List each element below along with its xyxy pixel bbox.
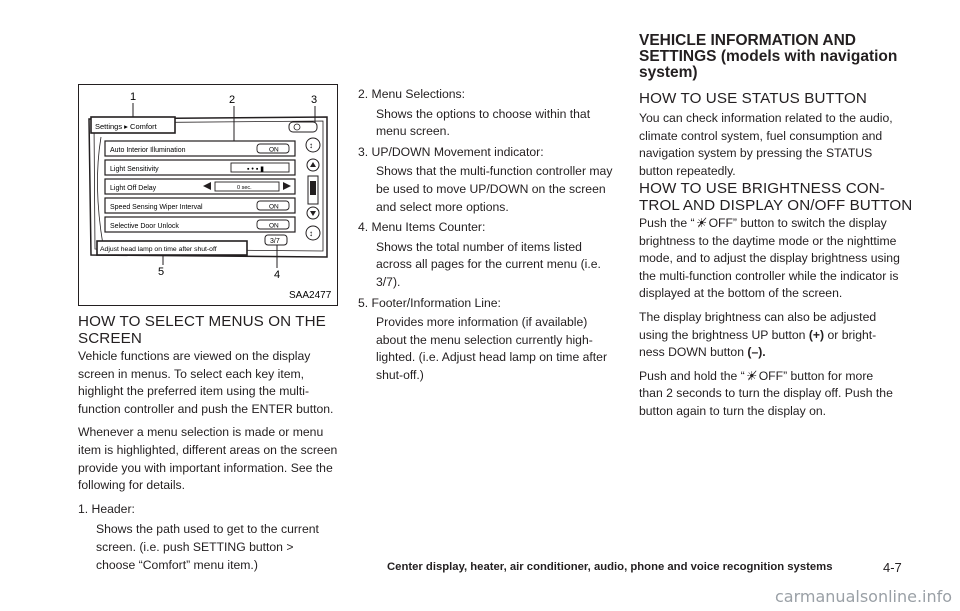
menu-item-value: 0 sec.: [237, 185, 252, 191]
list-item-desc: Shows that the multi-function controller may be used to move UP/DOWN on the screen and select more options.: [376, 164, 613, 214]
status-paragraph: You can check information related to the audio, climate control system, fuel consumption and navigation system by pressing the STATUS button repeatedly.: [639, 111, 893, 178]
list-item-desc: Provides more information (if available) about the menu selection currently high- lighted. (i.e. Adjust head lamp on time after shut-off.): [376, 315, 608, 382]
select-menus-heading: HOW TO SELECT MENUS ON THE SCREEN: [78, 313, 326, 347]
list-item-desc: Shows the total number of items listed across all pages for the current menu (i.e. 3/7).: [376, 239, 601, 289]
list-item-title: 2. Menu Selections:: [358, 87, 466, 101]
menu-item-label: Auto Interior Illumination: [110, 147, 186, 154]
page-number: 4-7: [883, 560, 902, 575]
callout-5: 5: [158, 266, 165, 278]
footer-info-text: Adjust head lamp on time after shut-off: [100, 246, 217, 253]
brightness-heading: HOW TO USE BRIGHTNESS CON- TROL AND DISPLAY ON/OFF BUTTON: [639, 180, 913, 214]
section-title: VEHICLE INFORMATION AND SETTINGS (models with navigation system): [639, 32, 898, 81]
menu-item-label: Speed Sensing Wiper Interval: [110, 204, 203, 211]
menu-counter: 3/7: [270, 238, 280, 245]
brightness-icon: ☀̸: [696, 216, 708, 230]
paragraph: Push the “ ☀̸ OFF” button to switch the display brightness to the daytime mode or the nighttime mode, and to adjust the display brightness using the multi-function controller while the indicator is displayed at the bottom of the screen.: [639, 216, 900, 301]
page-footer: Center display, heater, air conditioner, audio, phone and voice recognition systems: [387, 561, 833, 573]
paragraph: Push and hold the “ ☀̸ OFF” button for more than 2 seconds to turn the display off. Push the button again to turn the display on.: [639, 368, 893, 418]
figure-code: SAA2477: [289, 290, 332, 301]
list-item-title: 1. Header:: [78, 501, 135, 516]
callout-3: 3: [311, 94, 318, 106]
callout-1: 1: [130, 91, 137, 103]
menu-item-value: ON: [269, 203, 279, 211]
callout-4: 4: [274, 269, 281, 281]
menu-list: [105, 141, 295, 232]
list-item-title: 5. Footer/Information Line:: [358, 295, 501, 310]
svg-text:↕: ↕: [309, 229, 313, 238]
list-item-title: 4. Menu Items Counter:: [358, 220, 486, 235]
menu-item-label: Light Sensitivity: [110, 166, 159, 173]
list-item-desc: Shows the path used to get to the current screen. (i.e. push SETTING button > choose “Comfort” menu item.): [96, 522, 319, 572]
settings-screen-illustration: [79, 85, 337, 305]
list-item-desc: Shows the options to choose within that menu screen.: [376, 106, 591, 139]
menu-item-value: ON: [269, 146, 279, 154]
list-item-title: 3. UP/DOWN Movement indicator:: [358, 144, 544, 159]
menu-item-label: Selective Door Unlock: [110, 223, 179, 230]
watermark: carmanualsonline.info: [775, 587, 953, 606]
left-column-text: [78, 348, 348, 574]
callout-2: 2: [229, 94, 236, 106]
header-text: Settings ▸ Comfort: [95, 122, 157, 131]
paragraph: Vehicle functions are viewed on the display screen in menus. To select each key item, highlight the preferred item using the multi- function controller and push the ENTER button.: [78, 349, 334, 416]
paragraph: The display brightness can also be adjusted using the brightness UP button (+) or bright- ness DOWN button (–).: [639, 309, 877, 360]
menu-item-value: ON: [269, 222, 279, 230]
up-down-indicator: [306, 138, 320, 240]
svg-text:▪ • ▪ ▮: ▪ • ▪ ▮: [247, 166, 265, 173]
menu-item-label: Light Off Delay: [110, 185, 157, 192]
paragraph: Whenever a menu selection is made or menu item is highlighted, different areas on the screen provide you with important information. See the following for details.: [78, 425, 338, 493]
brightness-text: [639, 215, 914, 421]
middle-column-text: [358, 86, 628, 385]
status-button-heading: HOW TO USE STATUS BUTTON: [639, 90, 867, 107]
figure-frame: [78, 84, 338, 306]
svg-text:↕: ↕: [309, 141, 313, 150]
brightness-icon: ☀̸: [746, 368, 758, 383]
